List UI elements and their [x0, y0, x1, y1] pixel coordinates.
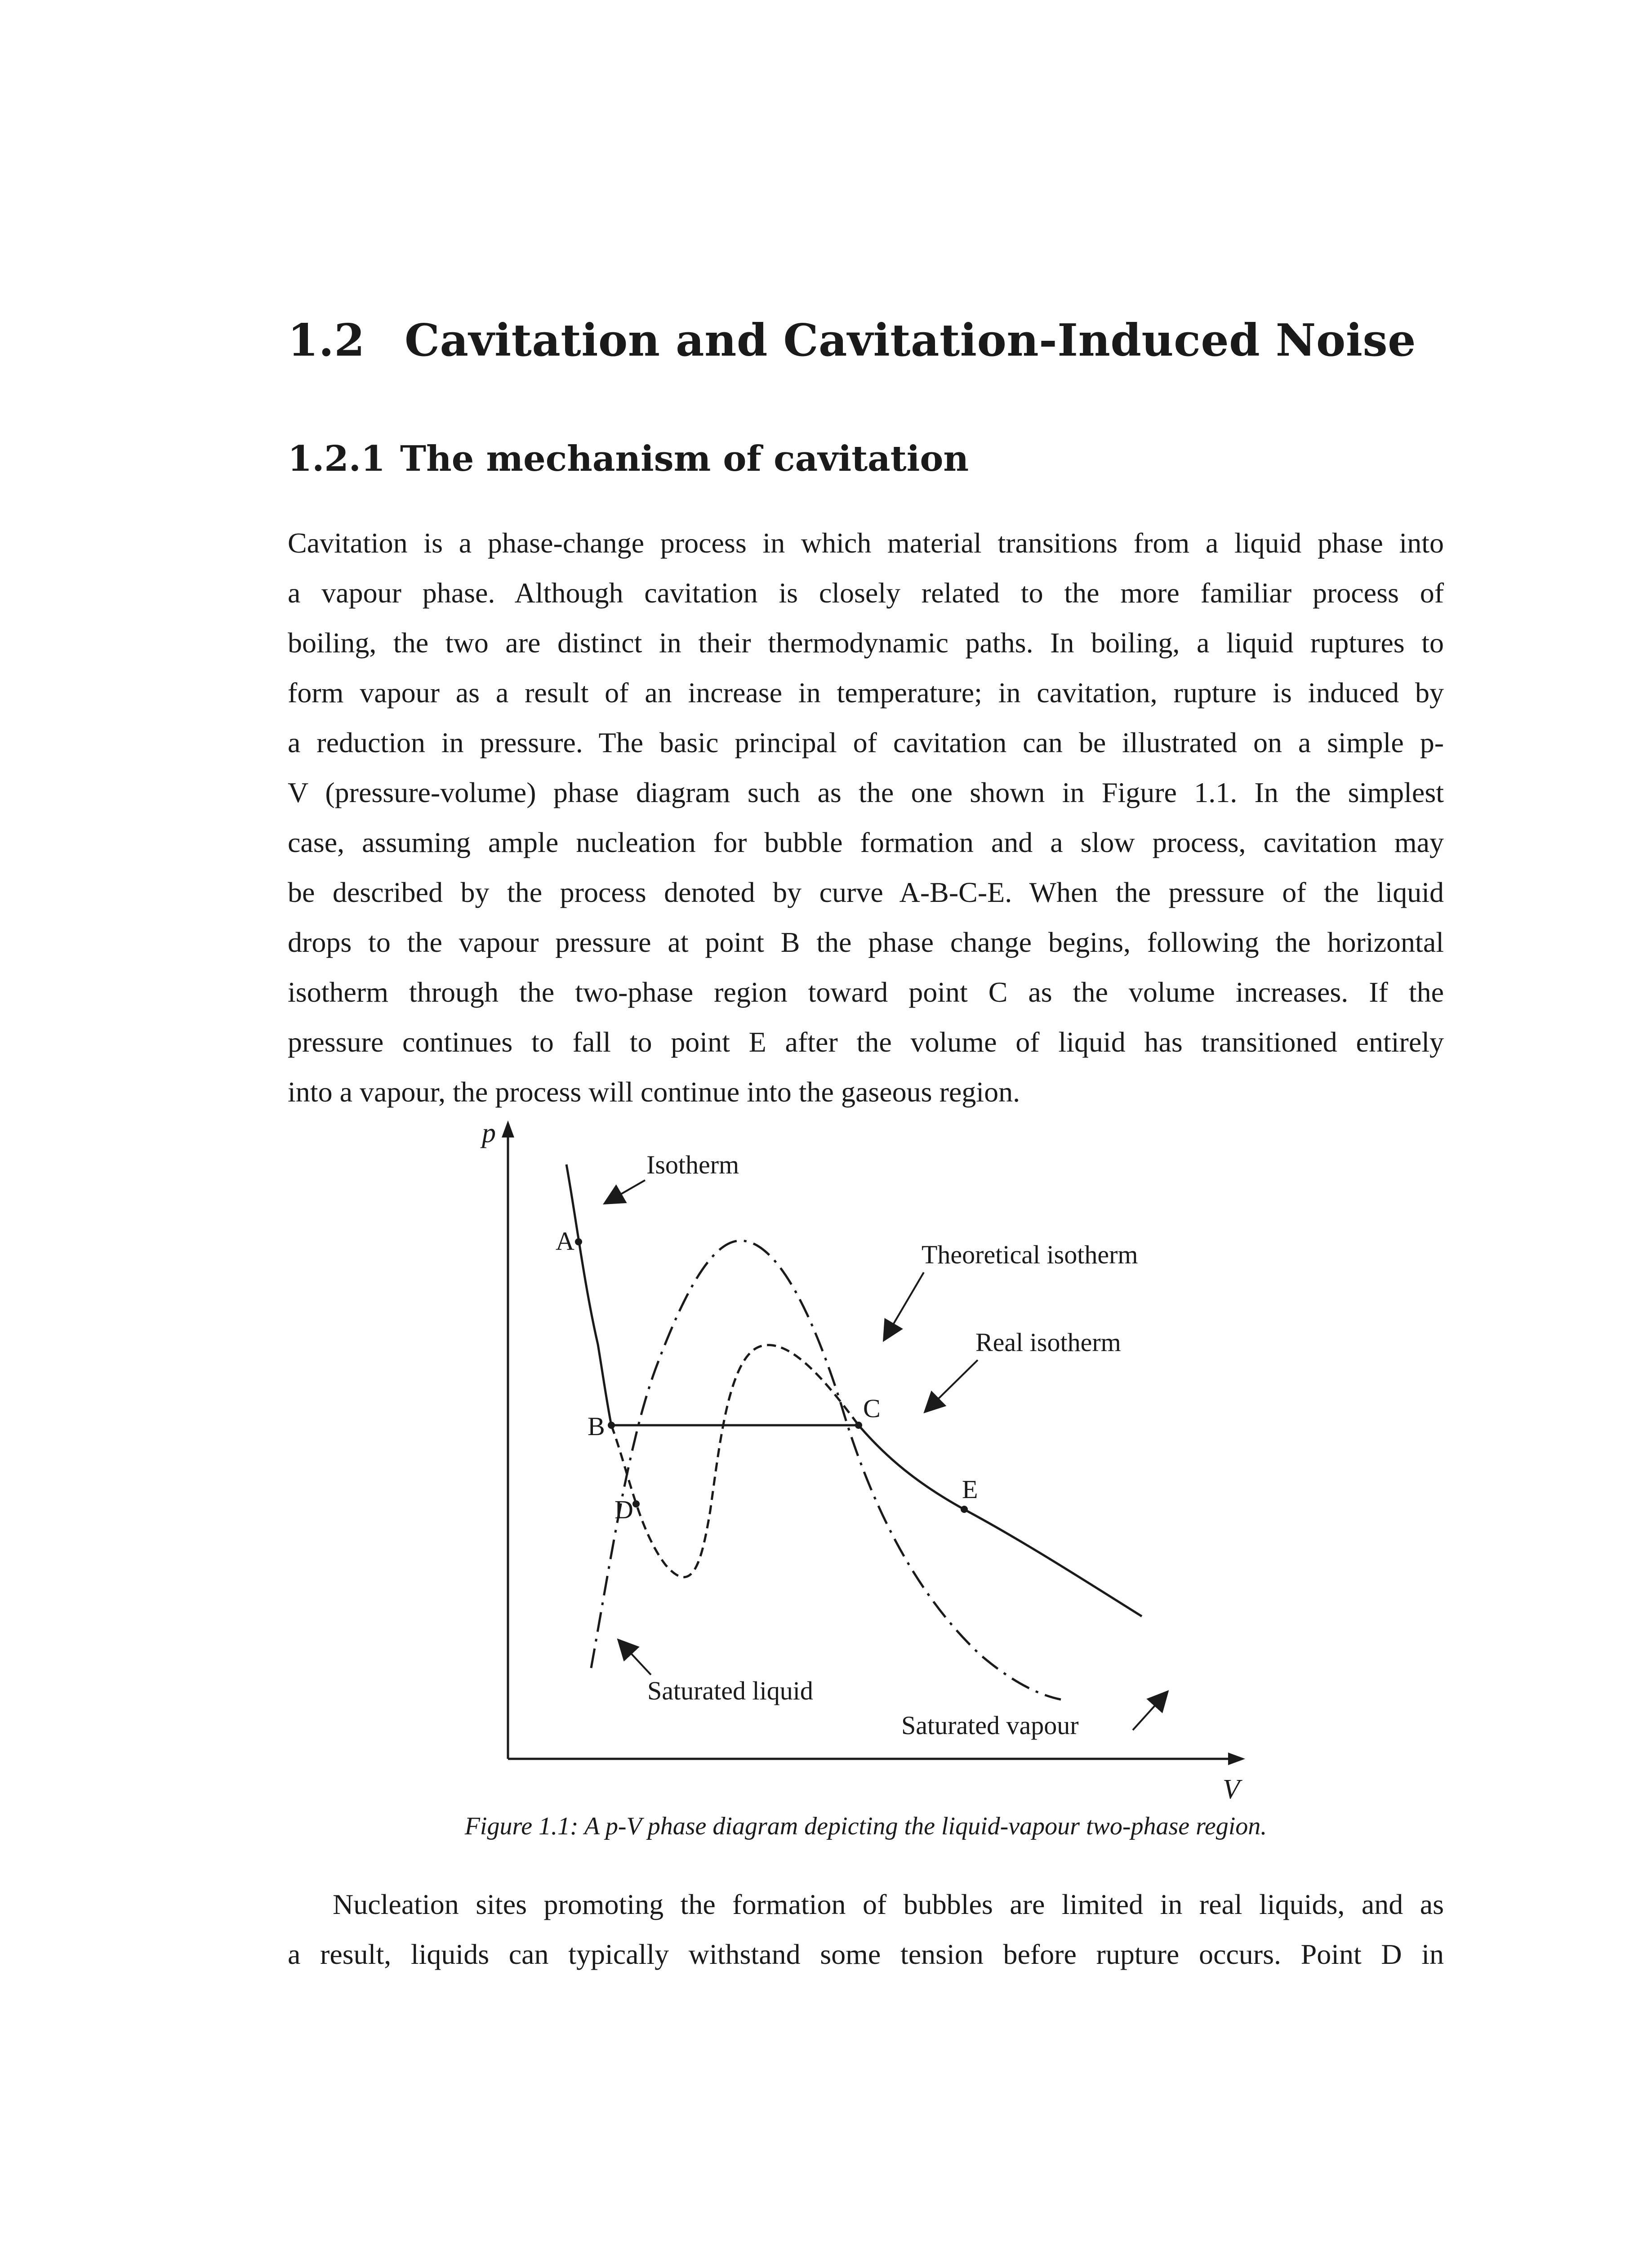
real-isotherm-arrow	[926, 1360, 978, 1411]
paragraph-line: a result, liquids can typically withstand some tension before rupture occurs. Point D in	[288, 1938, 1444, 1970]
point-d-marker	[632, 1500, 640, 1508]
paragraph-line: drops to the vapour pressure at point B the phase change begins, following the horizontal	[288, 926, 1444, 958]
paragraph-line: form vapour as a result of an increase in temperature; in cavitation, rupture is induced by	[288, 677, 1444, 709]
point-e-label: E	[962, 1475, 978, 1504]
section-title	[288, 315, 1416, 366]
subsection-title-text: The mechanism of cavitation	[400, 438, 969, 479]
section-number: 1.2	[288, 315, 365, 366]
paragraph-line: into a vapour, the process will continue into the gaseous region.	[288, 1076, 1020, 1108]
theoretical-isotherm-arrow	[885, 1272, 924, 1339]
paragraph-1	[288, 518, 1444, 1117]
paragraph-2	[288, 1879, 1444, 1979]
paragraph-line: pressure continues to fall to point E after the volume of liquid has transitioned entirely	[288, 1026, 1444, 1058]
paragraph-line: Nucleation sites promoting the formation of bubbles are limited in real liquids, and as	[333, 1888, 1444, 1920]
point-e-marker	[961, 1506, 968, 1513]
subsection-title	[288, 438, 969, 479]
real-isotherm-label: Real isotherm	[975, 1328, 1121, 1357]
paragraph-line: a reduction in pressure. The basic principal of cavitation can be illustrated on a simple p-	[288, 727, 1444, 758]
saturated-vapour-arrow	[1133, 1693, 1167, 1730]
x-axis-arrow	[1228, 1753, 1245, 1765]
real-isotherm-curve	[566, 1164, 1142, 1616]
point-c-label: C	[863, 1394, 881, 1423]
isotherm-arrow	[606, 1180, 645, 1203]
paragraph-line: a vapour phase. Although cavitation is closely related to the more familiar process of	[288, 577, 1444, 609]
paragraph-line: V (pressure-volume) phase diagram such as the one shown in Figure 1.1. In the simplest	[288, 776, 1444, 808]
section-title-text: Cavitation and Cavitation-Induced Noise	[405, 315, 1416, 366]
paragraph-line: Cavitation is a phase-change process in which material transitions from a liquid phase into	[288, 527, 1444, 559]
point-b-marker	[608, 1422, 615, 1429]
saturation-dome-curve	[591, 1241, 1061, 1699]
y-axis-label: p	[482, 1118, 496, 1148]
point-a-marker	[575, 1238, 582, 1245]
subsection-number: 1.2.1	[288, 438, 386, 479]
point-a-label: A	[556, 1227, 574, 1256]
saturated-liquid-label: Saturated liquid	[647, 1676, 813, 1705]
paragraph-line: case, assuming ample nucleation for bubble formation and a slow process, cavitation may	[288, 826, 1444, 858]
saturated-liquid-arrow	[619, 1641, 651, 1675]
point-c-marker	[855, 1422, 862, 1429]
point-d-label: D	[614, 1495, 633, 1524]
pv-diagram-svg	[450, 1115, 1259, 1825]
theoretical-isotherm-curve	[611, 1345, 859, 1577]
paragraph-line: boiling, the two are distinct in their thermodynamic paths. In boiling, a liquid ruptures to	[288, 627, 1444, 659]
paragraph-line: be described by the process denoted by curve A-B-C-E. When the pressure of the liquid	[288, 876, 1444, 908]
theoretical-isotherm-label: Theoretical isotherm	[922, 1240, 1138, 1269]
isotherm-label: Isotherm	[646, 1150, 739, 1179]
pv-phase-diagram	[450, 1115, 1259, 1825]
y-axis-arrow	[502, 1120, 514, 1137]
point-b-label: B	[588, 1412, 605, 1441]
x-axis-label: V	[1223, 1774, 1240, 1805]
figure-caption: Figure 1.1: A p-V phase diagram depicting the liquid-vapour two-phase region.	[464, 1812, 1267, 1840]
paragraph-line: isotherm through the two-phase region toward point C as the volume increases. If the	[288, 976, 1444, 1008]
saturated-vapour-label: Saturated vapour	[901, 1711, 1079, 1740]
